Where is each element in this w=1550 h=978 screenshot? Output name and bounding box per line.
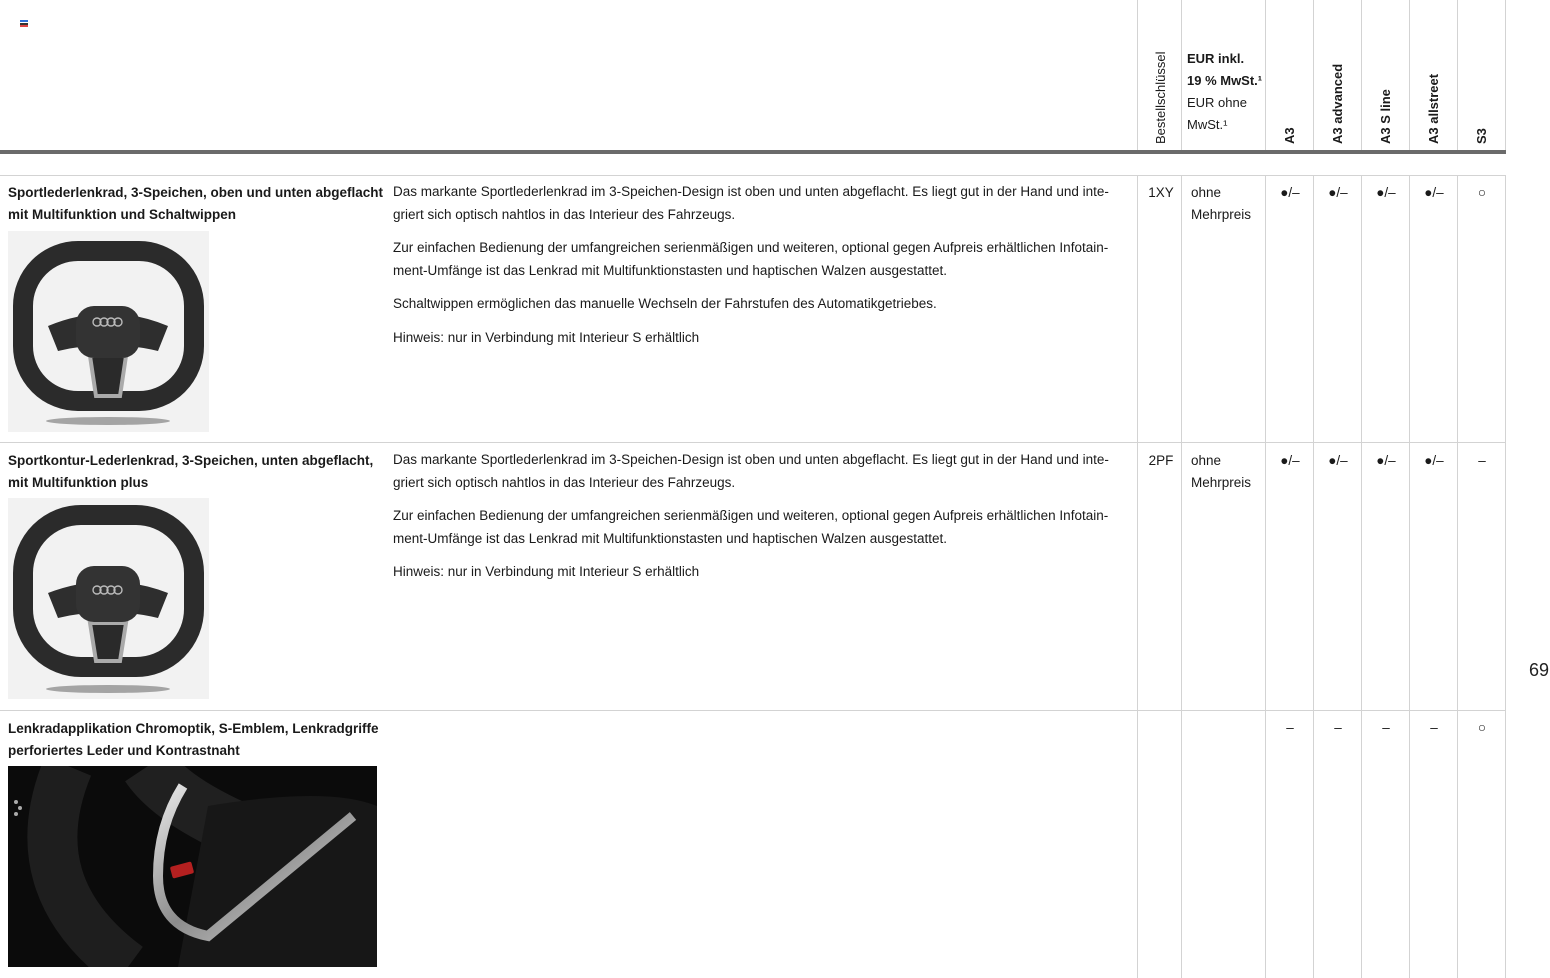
row-title-line: mit Multifunktion plus — [8, 475, 149, 490]
description-paragraph: Schaltwippen ermöglichen das manuelle Wechseln der Fahrstufen des Automatikgetriebes. — [393, 296, 937, 311]
price-text — [1191, 450, 1263, 494]
header-model-a3-allstreet: A3 allstreet — [1426, 73, 1441, 144]
steering-wheel-image — [8, 231, 209, 432]
order-code: 2PF — [1148, 453, 1174, 468]
page-number: 69 — [1529, 660, 1550, 680]
row-title — [8, 450, 373, 494]
row-title-line: Sportkontur-Lederlenkrad, 3-Speichen, unten abgeflacht, — [8, 453, 374, 468]
availability-a3: – — [1286, 720, 1294, 735]
availability-a3-s-line: ●/– — [1376, 185, 1396, 200]
column-divider — [1361, 0, 1362, 150]
price-line: ohne — [1191, 185, 1222, 200]
row-divider — [0, 442, 1506, 443]
header-price-incl-2: 19 % MwSt.¹ — [1187, 73, 1263, 88]
row-title — [8, 182, 383, 226]
description-paragraph: Das markante Sportlederlenkrad im 3-Speichen-Design ist oben und unten abgeflacht. Es liegt gut in der Hand und inte-griert sich optisch nahtlos in das Interieur des Fahrzeugs. — [393, 452, 1109, 490]
column-divider — [1505, 0, 1506, 150]
chrome-trim-photo — [8, 766, 377, 967]
column-divider — [1313, 176, 1314, 978]
column-divider — [1505, 176, 1506, 978]
column-divider — [1409, 176, 1410, 978]
row-divider — [0, 710, 1506, 711]
column-divider — [1265, 176, 1266, 978]
row-title-line: mit Multifunktion und Schaltwippen — [8, 207, 236, 222]
row-divider — [0, 175, 1506, 176]
column-divider — [1313, 0, 1314, 150]
price-text — [1191, 182, 1263, 226]
row-title-line: Lenkradapplikation Chromoptik, S-Emblem, Lenkradgriffe — [8, 721, 379, 736]
availability-a3: ●/– — [1280, 453, 1300, 468]
availability-a3-advanced: ●/– — [1328, 453, 1348, 468]
column-divider — [1457, 176, 1458, 978]
steering-wheel-image — [8, 498, 209, 699]
availability-a3-allstreet: – — [1430, 720, 1438, 735]
row-title-line: perforiertes Leder und Kontrastnaht — [8, 743, 240, 758]
column-divider — [1137, 0, 1138, 150]
description-paragraph: Hinweis: nur in Verbindung mit Interieur S erhältlich — [393, 329, 700, 345]
availability-a3-advanced: – — [1334, 720, 1342, 735]
header-price-incl-1: EUR inkl. — [1187, 51, 1245, 66]
availability-s3: – — [1478, 453, 1486, 468]
header-price-excl-1: EUR ohne — [1187, 95, 1247, 110]
row-title-line: Sportlederlenkrad, 3-Speichen, oben und unten abgeflacht — [8, 185, 384, 200]
column-divider — [1181, 176, 1182, 978]
row-description — [393, 449, 1123, 595]
description-paragraph: Zur einfachen Bedienung der umfangreichen serienmäßigen und weiteren, optional gegen Aufpreis erhältlichen Infotain-ment-Umfänge ist das Lenkrad mit Multifunktionstasten und haptischen Walzen ausgestattet. — [393, 508, 1109, 546]
availability-a3-s-line: ●/– — [1376, 453, 1396, 468]
header-price — [1187, 48, 1267, 136]
header-model-a3-advanced: A3 advanced — [1330, 63, 1345, 144]
column-divider — [1457, 0, 1458, 150]
header-model-s3: S3 — [1474, 128, 1489, 144]
header-price-excl-2: MwSt.¹ — [1187, 117, 1228, 132]
order-code: 1XY — [1148, 185, 1174, 200]
row-description — [393, 181, 1123, 360]
column-divider — [1181, 0, 1182, 150]
availability-s3: ○ — [1477, 185, 1487, 200]
description-paragraph: Hinweis: nur in Verbindung mit Interieur S erhältlich — [393, 564, 700, 579]
availability-a3-allstreet: ●/– — [1424, 185, 1444, 200]
availability-s3: ○ — [1477, 720, 1487, 735]
header-model-a3-s-line: A3 S line — [1378, 89, 1393, 144]
description-paragraph: Das markante Sportlederlenkrad im 3-Speichen-Design ist oben und unten abgeflacht. Es liegt gut in der Hand und inte-griert sich optisch nahtlos in das Interieur des Fahrzeugs. — [393, 184, 1109, 222]
header-rule — [0, 150, 1506, 154]
row-title — [8, 718, 379, 762]
price-line: Mehrpreis — [1191, 207, 1252, 222]
availability-a3: ●/– — [1280, 185, 1300, 200]
flag-icon — [20, 20, 28, 27]
availability-a3-advanced: ●/– — [1328, 185, 1348, 200]
description-paragraph: Zur einfachen Bedienung der umfangreichen serienmäßigen und weiteren, optional gegen Aufpreis erhältlichen Infotain-ment-Umfänge ist das Lenkrad mit Multifunktionstasten und haptischen Walzen ausgestattet. — [393, 240, 1109, 278]
header-order-key: Bestellschlüssel — [1153, 51, 1168, 144]
column-divider — [1361, 176, 1362, 978]
column-divider — [1137, 176, 1138, 978]
availability-a3-allstreet: ●/– — [1424, 453, 1444, 468]
price-line: ohne — [1191, 453, 1222, 468]
column-divider — [1409, 0, 1410, 150]
price-line: Mehrpreis — [1191, 475, 1252, 490]
header-model-a3: A3 — [1282, 127, 1297, 144]
availability-a3-s-line: – — [1382, 720, 1390, 735]
